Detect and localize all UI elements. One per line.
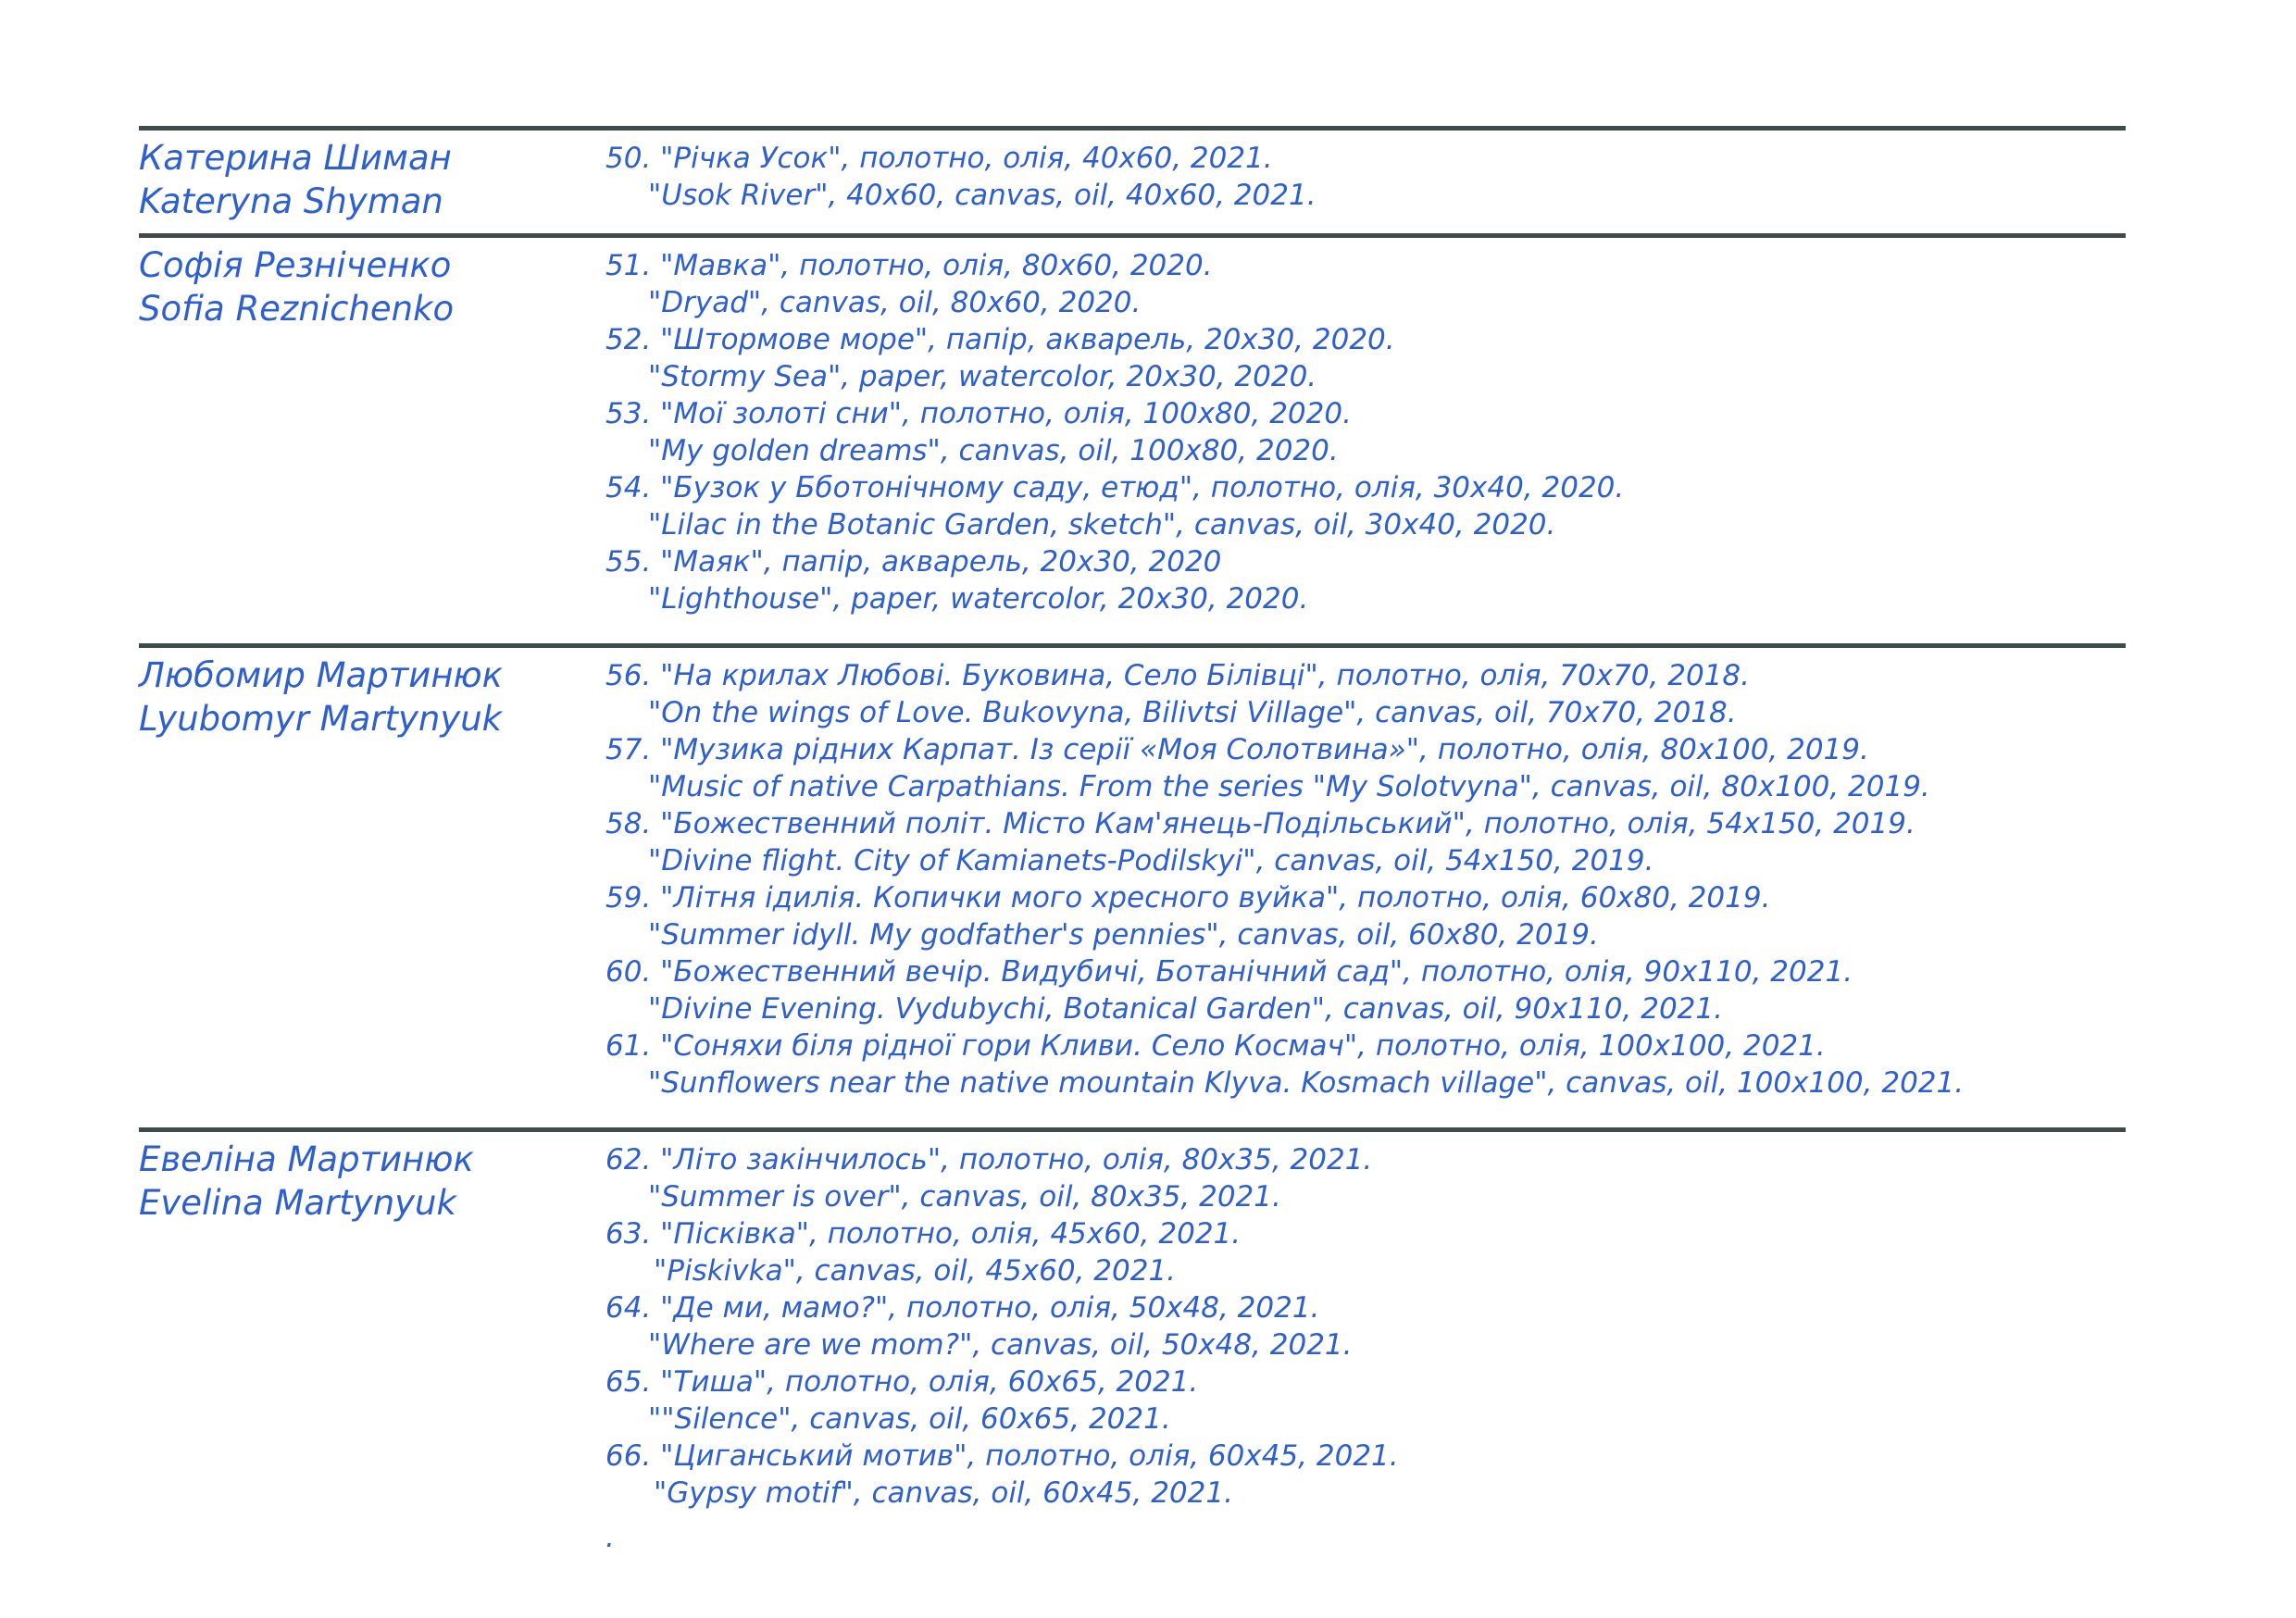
work-title-en: "Where are we mom?", canvas, oil, 50x48, 2021. bbox=[648, 1328, 1353, 1362]
catalog-section-shyman bbox=[139, 126, 2126, 233]
work-entry bbox=[605, 1289, 2126, 1363]
works-list bbox=[605, 653, 2126, 1101]
work-entry bbox=[605, 543, 2126, 617]
catalog-section-evelina-martynyuk bbox=[139, 1127, 2126, 1556]
work-title-en: "Summer idyll. My godfather's pennies", canvas, oil, 60x80, 2019. bbox=[648, 918, 1599, 952]
artist-name bbox=[139, 653, 605, 741]
work-entry bbox=[605, 879, 2126, 953]
work-title-ua: 65. "Тиша", полотно, олія, 60x65, 2021. bbox=[605, 1365, 1199, 1399]
work-entry bbox=[605, 1438, 2126, 1512]
artist-name bbox=[139, 243, 605, 330]
work-title-en: "Divine flight. City of Kamianets-Podilskyi", canvas, oil, 54x150, 2019. bbox=[648, 844, 1654, 877]
catalog-section-reznichenko bbox=[139, 233, 2126, 643]
works-list bbox=[605, 243, 2126, 617]
artwork-catalog bbox=[139, 126, 2126, 1556]
work-title-ua: 51. "Мавка", полотно, олія, 80x60, 2020. bbox=[605, 249, 1213, 282]
work-title-en: "Lilac in the Botanic Garden, sketch", canvas, oil, 30x40, 2020. bbox=[648, 508, 1556, 541]
artist-name-ua: Любомир Мартинюк bbox=[139, 655, 503, 695]
works-list bbox=[605, 1138, 2126, 1556]
artist-name-ua: Евеліна Мартинюк bbox=[139, 1139, 474, 1179]
work-title-ua: 54. "Бузок у Бботонічному саду, етюд", полотно, олія, 30x40, 2020. bbox=[605, 471, 1625, 504]
work-title-ua: 64. "Де ми, мамо?", полотно, олія, 50x48, 2021. bbox=[605, 1291, 1320, 1325]
work-entry bbox=[605, 953, 2126, 1027]
work-title-ua: 50. "Річка Усок", полотно, олія, 40x60, 2021. bbox=[605, 142, 1273, 175]
artist-name bbox=[139, 136, 605, 223]
work-title-en: "Divine Evening. Vydubychi, Botanical Garden", canvas, oil, 90x110, 2021. bbox=[648, 992, 1723, 1026]
work-title-en: "On the wings of Love. Bukovyna, Bilivtsi Village", canvas, oil, 70x70, 2018. bbox=[648, 696, 1737, 729]
work-title-en: "Music of native Carpathians. From the series "My Solotvyna", canvas, oil, 80x100, 2019. bbox=[648, 770, 1930, 803]
work-entry bbox=[605, 657, 2126, 731]
artist-name bbox=[139, 1138, 605, 1225]
work-title-ua: 66. "Циганський мотив", полотно, олія, 60x45, 2021. bbox=[605, 1439, 1399, 1473]
work-entry bbox=[605, 469, 2126, 543]
work-title-ua: 60. "Божественний вечір. Видубичі, Ботанічний сад", полотно, олія, 90x110, 2021. bbox=[605, 955, 1853, 989]
work-entry bbox=[605, 321, 2126, 395]
work-title-ua: 62. "Літо закінчилось", полотно, олія, 80x35, 2021. bbox=[605, 1143, 1373, 1176]
work-title-en: "Gypsy motif", canvas, oil, 60x45, 2021. bbox=[654, 1476, 1233, 1510]
work-entry bbox=[605, 731, 2126, 805]
artist-name-en: Evelina Martynyuk bbox=[139, 1183, 456, 1223]
catalog-section-lyubomyr-martynyuk bbox=[139, 643, 2126, 1127]
work-title-en: "Lighthouse", paper, watercolor, 20x30, 2020. bbox=[648, 582, 1309, 616]
work-entry bbox=[605, 1141, 2126, 1215]
work-title-ua: 52. "Штормове море", папір, акварель, 20x30, 2020. bbox=[605, 323, 1395, 356]
work-entry bbox=[605, 805, 2126, 879]
work-title-en: "Summer is over", canvas, oil, 80x35, 2021. bbox=[648, 1180, 1281, 1214]
work-entry bbox=[605, 1027, 2126, 1101]
work-title-ua: 61. "Соняхи біля рідної гори Кливи. Село Космач", полотно, олія, 100x100, 2021. bbox=[605, 1029, 1826, 1063]
trailing-dot: . bbox=[605, 1521, 615, 1554]
artist-name-en: Kateryna Shyman bbox=[139, 181, 443, 221]
work-title-en: "My golden dreams", canvas, oil, 100x80, 2020. bbox=[648, 434, 1339, 467]
work-title-en: ""Silence", canvas, oil, 60x65, 2021. bbox=[648, 1402, 1171, 1436]
work-title-ua: 59. "Літня ідилія. Копички мого хресного вуйка", полотно, олія, 60x80, 2019. bbox=[605, 881, 1771, 915]
work-title-en: "Sunflowers near the native mountain Klyva. Kosmach village", canvas, oil, 100x100, 2021. bbox=[648, 1066, 1965, 1100]
work-title-en: "Stormy Sea", paper, watercolor, 20x30, 2020. bbox=[648, 360, 1317, 393]
artist-name-ua: Катерина Шиман bbox=[139, 138, 452, 178]
artist-name-en: Sofia Reznichenko bbox=[139, 289, 455, 329]
work-entry bbox=[605, 1215, 2126, 1289]
work-entry bbox=[605, 1363, 2126, 1438]
work-title-ua: 53. "Мої золоті сни", полотно, олія, 100x80, 2020. bbox=[605, 397, 1352, 430]
work-title-ua: 58. "Божественний політ. Місто Кам'янець-Подільський", полотно, олія, 54x150, 2019. bbox=[605, 807, 1915, 840]
work-title-ua: 63. "Пісківка", полотно, олія, 45x60, 2021. bbox=[605, 1217, 1242, 1251]
work-entry bbox=[605, 140, 2126, 214]
works-list bbox=[605, 136, 2126, 214]
work-title-en: "Usok River", 40x60, canvas, oil, 40x60, 2021. bbox=[648, 179, 1316, 212]
artist-name-en: Lyubomyr Martynyuk bbox=[139, 699, 503, 739]
work-title-ua: 57. "Музика рідних Карпат. Із серії «Моя Солотвина»", полотно, олія, 80x100, 2019. bbox=[605, 733, 1869, 766]
work-title-ua: 55. "Маяк", папір, акварель, 20x30, 2020 bbox=[605, 545, 1222, 579]
work-entry bbox=[605, 395, 2126, 469]
artist-name-ua: Софія Резніченко bbox=[139, 245, 452, 285]
work-entry bbox=[605, 247, 2126, 321]
work-title-en: "Piskivka", canvas, oil, 45x60, 2021. bbox=[654, 1254, 1177, 1288]
work-title-ua: 56. "На крилах Любові. Буковина, Село Білівці", полотно, олія, 70x70, 2018. bbox=[605, 659, 1750, 692]
work-title-en: "Dryad", canvas, oil, 80x60, 2020. bbox=[648, 286, 1142, 319]
